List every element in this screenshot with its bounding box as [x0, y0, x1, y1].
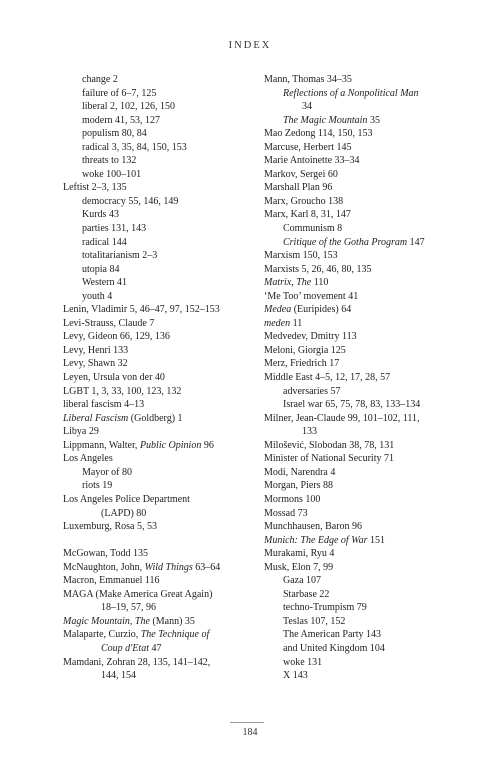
entry-text: X 143	[283, 670, 308, 682]
entry-text: Musk, Elon 7, 99	[264, 561, 334, 573]
entry-text: (Goldberg) 1	[128, 412, 183, 424]
index-entry	[264, 330, 464, 344]
index-entry	[264, 263, 464, 277]
index-entry	[264, 73, 464, 87]
index-entry	[63, 371, 258, 385]
index-entry	[63, 357, 258, 371]
index-entry	[63, 439, 258, 453]
index-entry	[63, 385, 258, 399]
entry-text: woke 100–101	[82, 168, 142, 180]
index-subentry	[63, 168, 258, 182]
entry-text: Levi-Strauss, Claude 7	[63, 317, 155, 329]
entry-text: 144, 154	[101, 670, 136, 682]
entry-text: Marcuse, Herbert 145	[264, 141, 352, 153]
index-subentry	[63, 195, 258, 209]
entry-text: woke 131	[283, 656, 323, 668]
index-subentry	[264, 236, 464, 250]
index-entry	[63, 412, 258, 426]
entry-text: and United Kingdom 104	[283, 642, 385, 654]
index-subentry	[63, 100, 258, 114]
index-subentry	[63, 479, 258, 493]
entry-text: radical 144	[82, 236, 127, 248]
entry-text: Murakami, Ryu 4	[264, 548, 335, 560]
entry-text: McGowan, Todd 135	[63, 548, 148, 560]
entry-text: Milner, Jean-Claude 99, 101–102, 111,	[264, 412, 420, 424]
entry-text: Mamdani, Zohran 28, 135, 141–142,	[63, 656, 211, 668]
index-subentry	[63, 249, 258, 263]
running-header: INDEX	[228, 40, 272, 51]
entry-text: Kurds 43	[82, 209, 119, 221]
index-subentry	[63, 73, 258, 87]
entry-text: 35	[367, 114, 380, 126]
entry-text: Leyen, Ursula von der 40	[63, 372, 165, 384]
index-subentry	[63, 276, 258, 290]
footer-rule	[230, 722, 264, 723]
index-subentry	[63, 466, 258, 480]
index-entry	[264, 195, 464, 209]
entry-text: failure of 6–7, 125	[82, 87, 157, 99]
entry-title-italic: Coup d'Etat	[101, 642, 149, 654]
entry-text: 133	[302, 426, 317, 438]
entry-text: 18–19, 57, 96	[101, 602, 156, 614]
entry-text: utopia 84	[82, 263, 120, 275]
entry-text: Munchhausen, Baron 96	[264, 521, 363, 533]
index-subentry	[264, 656, 464, 670]
index-subentry	[264, 222, 464, 236]
entry-text: Milošević, Slobodan 38, 78, 131	[264, 439, 395, 451]
index-entry	[264, 317, 464, 331]
index-entry	[63, 656, 258, 670]
index-entry	[264, 290, 464, 304]
index-subentry	[264, 628, 464, 642]
entry-text: Mao Zedong 114, 150, 153	[264, 128, 373, 140]
index-subentry	[63, 208, 258, 222]
index-entry	[264, 181, 464, 195]
index-subentry	[264, 398, 464, 412]
entry-text: liberal fascism 4–13	[63, 399, 145, 411]
entry-text: youth 4	[82, 290, 113, 302]
index-entry	[63, 344, 258, 358]
index-subentry	[63, 601, 258, 615]
entry-text: MAGA (Make America Great Again)	[63, 588, 213, 600]
index-subentry	[63, 141, 258, 155]
index-entry	[264, 561, 464, 575]
entry-text: Starbase 22	[283, 588, 330, 600]
index-entry	[63, 330, 258, 344]
entry-text: (Euripides) 64	[291, 304, 352, 316]
entry-text: change 2	[82, 74, 118, 85]
index-subentry	[264, 601, 464, 615]
index-entry	[264, 168, 464, 182]
entry-text: 147	[407, 236, 425, 248]
entry-text: McNaughton, John,	[63, 561, 145, 573]
index-entry	[264, 357, 464, 371]
index-entry	[264, 466, 464, 480]
entry-text: Libya 29	[63, 426, 99, 438]
index-entry	[63, 425, 258, 439]
index-entry	[264, 371, 464, 385]
entry-text: Communism 8	[283, 223, 343, 235]
entry-text: Meloni, Giorgia 125	[264, 344, 346, 356]
entry-text: Mayor of 80	[82, 466, 132, 478]
entry-text: Mossad 73	[264, 507, 308, 519]
entry-text: Marshall Plan 96	[264, 182, 333, 194]
entry-text: Mormons 100	[264, 493, 321, 505]
index-entry	[264, 439, 464, 453]
entry-text: liberal 2, 102, 126, 150	[82, 101, 176, 113]
entry-text: 34	[302, 101, 312, 113]
entry-text: Levy, Henri 133	[63, 344, 129, 356]
index-entry	[63, 547, 258, 561]
entry-title-italic: Critique of the Gotha Program	[283, 236, 408, 248]
index-entry	[264, 208, 464, 222]
entry-text: Macron, Emmanuel 116	[63, 575, 160, 587]
index-subentry	[264, 114, 464, 128]
entry-title-italic: Medea	[264, 304, 292, 316]
entry-text: populism 80, 84	[82, 128, 147, 140]
index-entry	[63, 317, 258, 331]
index-entry	[264, 344, 464, 358]
entry-text: techno-Trumpism 79	[283, 602, 367, 614]
entry-text: Marxism 150, 153	[264, 250, 338, 262]
entry-text: Mann, Thomas 34–35	[264, 74, 352, 85]
entry-text: 11	[290, 317, 303, 329]
entry-text: Lippmann, Walter,	[63, 439, 140, 451]
entry-text: 63–64	[192, 561, 221, 573]
entry-text: Western 41	[82, 277, 128, 289]
index-entry	[63, 452, 258, 466]
index-entry	[264, 141, 464, 155]
index-subentry	[264, 574, 464, 588]
index-subentry	[63, 669, 258, 683]
index-entry	[63, 574, 258, 588]
index-subentry	[63, 154, 258, 168]
entry-text: Marx, Groucho 138	[264, 195, 344, 207]
entry-text: Gaza 107	[283, 575, 322, 587]
index-subentry	[63, 263, 258, 277]
index-entry	[264, 276, 464, 290]
entry-text: Luxemburg, Rosa 5, 53	[63, 521, 157, 533]
entry-title-italic: Magic Mountain, The	[63, 615, 150, 627]
entry-text: Medvedev, Dmitry 113	[264, 331, 357, 343]
entry-text: Malaparte, Curzio,	[63, 629, 141, 641]
index-subentry	[264, 615, 464, 629]
entry-text: Middle East 4–5, 12, 17, 28, 57	[264, 372, 391, 384]
entry-title-italic: Reflections of a Nonpolitical Man	[283, 87, 419, 99]
index-entry	[264, 479, 464, 493]
index-subentry	[63, 222, 258, 236]
entry-text: Israel war 65, 75, 78, 83, 133–134	[283, 399, 421, 411]
entry-text: threats to 132	[82, 155, 137, 167]
index-entry	[264, 507, 464, 521]
entry-text: (LAPD) 80	[101, 507, 147, 519]
entry-text: Los Angeles	[63, 453, 113, 465]
entry-text: democracy 55, 146, 149	[82, 195, 179, 207]
entry-text: Levy, Gideon 66, 129, 136	[63, 331, 170, 343]
index-entry	[63, 493, 258, 507]
index-subentry	[264, 425, 464, 439]
index-entry	[63, 615, 258, 629]
entry-title-italic: Matrix, The	[264, 277, 312, 289]
entry-text: riots 19	[82, 480, 113, 492]
entry-text: LGBT 1, 3, 33, 100, 123, 132	[63, 385, 182, 397]
index-subentry	[63, 87, 258, 101]
index-subentry	[63, 507, 258, 521]
index-entry	[63, 181, 258, 195]
entry-text: Marx, Karl 8, 31, 147	[264, 209, 351, 221]
entry-text: adversaries 57	[283, 385, 341, 397]
index-entry	[264, 534, 464, 548]
index-subentry	[63, 236, 258, 250]
entry-title-italic: Liberal Fascism	[63, 412, 129, 424]
index-entry	[63, 398, 258, 412]
index-entry	[264, 547, 464, 561]
entry-text: 151	[367, 534, 386, 546]
index-entry	[264, 303, 464, 317]
entry-text: Morgan, Piers 88	[264, 480, 333, 492]
index-entry	[264, 493, 464, 507]
index-subentry	[264, 669, 464, 683]
entry-text: Levy, Shawn 32	[63, 358, 128, 370]
entry-text: Merz, Friedrich 17	[264, 358, 340, 370]
entry-text: Los Angeles Police Department	[63, 493, 190, 505]
index-entry	[264, 412, 464, 426]
index-subentry	[264, 87, 464, 101]
index-entry	[264, 127, 464, 141]
index-subentry	[264, 642, 464, 656]
entry-title-italic: Wild Things	[144, 561, 193, 573]
entry-text: modern 41, 53, 127	[82, 114, 161, 126]
index-entry	[63, 588, 258, 602]
index-entry	[264, 249, 464, 263]
entry-title-italic: Munich: The Edge of War	[264, 534, 368, 546]
index-subentry	[63, 290, 258, 304]
entry-text: (Mann) 35	[149, 615, 195, 627]
entry-text: parties 131, 143	[82, 223, 147, 235]
page-number: 184	[242, 727, 258, 738]
entry-text: Teslas 107, 152	[283, 615, 346, 627]
index-column-left	[63, 73, 258, 683]
entry-text: The American Party 143	[283, 629, 382, 641]
index-entry	[264, 452, 464, 466]
index-subentry	[264, 385, 464, 399]
index-subentry	[264, 588, 464, 602]
index-entry	[63, 561, 258, 575]
entry-title-italic: The Technique of	[140, 629, 210, 641]
entry-text: Leftist 2–3, 135	[63, 182, 127, 194]
index-entry	[63, 520, 258, 534]
index-subentry	[63, 642, 258, 656]
index-entry	[63, 628, 258, 642]
index-entry	[264, 154, 464, 168]
index-subentry	[264, 100, 464, 114]
index-entry	[264, 520, 464, 534]
section-gap	[63, 534, 258, 548]
entry-text: 47	[148, 642, 162, 654]
entry-text: 96	[201, 439, 214, 451]
entry-text: Marie Antoinette 33–34	[264, 155, 360, 167]
entry-text: Markov, Sergei 60	[264, 168, 338, 180]
index-subentry	[63, 127, 258, 141]
entry-text: radical 3, 35, 84, 150, 153	[82, 141, 187, 153]
entry-text: Lenin, Vladimir 5, 46–47, 97, 152–153	[63, 304, 220, 316]
entry-text: 110	[311, 277, 329, 289]
entry-text: Minister of National Security 71	[264, 453, 394, 465]
index-entry	[63, 303, 258, 317]
index-subentry	[63, 114, 258, 128]
entry-title-italic: The Magic Mountain	[283, 114, 368, 126]
index-column-right	[264, 73, 464, 683]
entry-text: Marxists 5, 26, 46, 80, 135	[264, 263, 372, 275]
entry-text: ‘Me Too’ movement 41	[264, 290, 359, 302]
entry-text: Modi, Narendra 4	[264, 466, 336, 478]
entry-title-italic: Public Opinion	[139, 439, 202, 451]
entry-text: totalitarianism 2–3	[82, 250, 158, 262]
entry-title-italic: meden	[264, 317, 291, 329]
